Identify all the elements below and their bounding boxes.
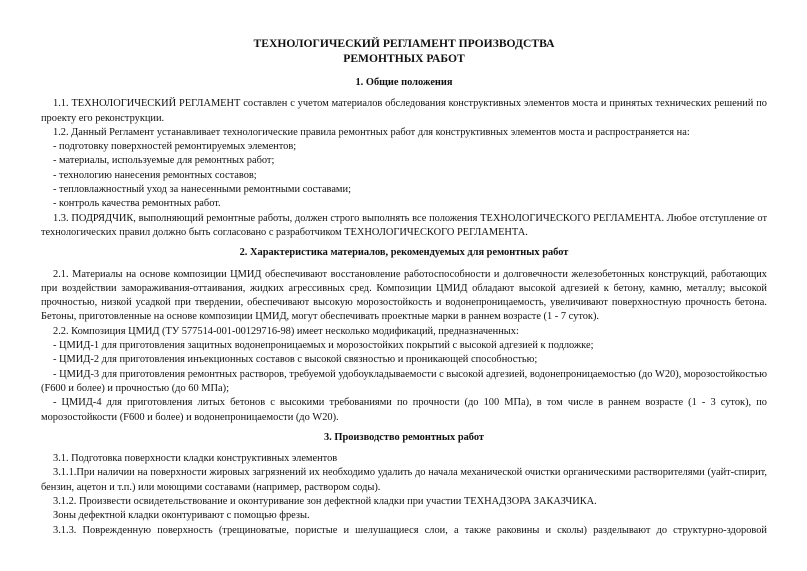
paragraph-1-2: 1.2. Данный Регламент устанавливает технологические правила ремонтных работ для конструктивных элементов моста и распространяется на:	[53, 126, 690, 138]
list-item: - ЦМИД-3 для приготовления ремонтных растворов, требуемой удобоукладываемости с высокой адгезией, водонепроницаемостью (до W20), морозостойкостью (F600 и более) и прочностью (до 60 МПа);	[41, 368, 767, 394]
paragraph-2-1: 2.1. Материалы на основе композиции ЦМИД обеспечивают восстановление работоспособности и долговечности железобетонных конструкций, работающих при воздействии замораживания-оттаивания, жидких агрессивных сред. Композиции ЦМИД обладают высокой адгезией к бетону, камню, металлу; высокой прочностью, низкой усадкой при твердении, обеспечивают высокую морозостойкость и водонепроницаемость, увеличивают поверхностную прочность бетона. Бетоны, приготовленные на основе композиции ЦМИД, могут обеспечивать проектные марки в раннем возрасте (1 - 7 суток).	[41, 268, 767, 323]
paragraph-3-1-1: 3.1.1.При наличии на поверхности жировых загрязнений их необходимо удалить до начала механической очистки органическими растворителями (уайт-спирит, бензин, ацетон и т.п.) или моющими составами (например, раствором соды).	[41, 467, 767, 493]
paragraph-2-2: 2.2. Композиция ЦМИД (ТУ 577514-001-00129716-98) имеет несколько модификаций, предназначенных:	[53, 325, 519, 337]
list-item: - технологию нанесения ремонтных составов;	[53, 169, 257, 181]
paragraph-1-1: 1.1. ТЕХНОЛОГИЧЕСКИЙ РЕГЛАМЕНТ составлен с учетом материалов обследования конструктивных элементов моста и принятых технических решений по проекту его реконструкции.	[41, 98, 767, 124]
list-item: - ЦМИД-2 для приготовления инъекционных составов с высокой связностью и проникающей способностью;	[53, 354, 538, 366]
paragraph-3-1: 3.1. Подготовка поверхности кладки конструктивных элементов	[53, 453, 338, 465]
paragraph-3-1-2: 3.1.2. Произвести освидетельствование и оконтуривание зон дефектной кладки при участии ТЕХНАДЗОРА ЗАКАЗЧИКА.	[53, 496, 597, 508]
paragraph-3-1-3: 3.1.3. Поврежденную поверхность (трещиноватые, пористые и шелушащиеся слои, а также раковины и сколы) разделывают до структурно-здоровой	[53, 524, 767, 536]
section-3-heading: 3. Производство ремонтных работ	[323, 431, 485, 443]
document-title-line2: РЕМОНТНЫХ РАБОТ	[343, 52, 465, 65]
paragraph-3-1-2-note: Зоны дефектной кладки оконтуривают с помощью фрезы.	[53, 510, 310, 522]
list-item: - подготовку поверхностей ремонтируемых элементов;	[53, 141, 297, 153]
list-item: - тепловлажностный уход за нанесенными ремонтными составами;	[53, 184, 351, 196]
document-page	[41, 36, 767, 552]
paragraph-1-3: 1.3. ПОДРЯДЧИК, выполняющий ремонтные работы, должен строго выполнять все положения ТЕХНОЛОГИЧЕСКОГО РЕГЛАМЕНТА. Любое отступление от технологических правил должно быть согласовано с разработчиком ТЕХНОЛОГИЧЕСКОГО РЕГЛАМЕНТА.	[41, 212, 767, 238]
list-item: - материалы, используемые для ремонтных работ;	[53, 155, 275, 167]
document-title-line1: ТЕХНОЛОГИЧЕСКИЙ РЕГЛАМЕНТ ПРОИЗВОДСТВА	[253, 37, 555, 50]
section-1-heading: 1. Общие положения	[355, 77, 453, 88]
list-item: - контроль качества ремонтных работ.	[53, 198, 221, 210]
section-2-heading: 2. Характеристика материалов, рекомендуемых для ремонтных работ	[239, 247, 569, 259]
list-item: - ЦМИД-1 для приготовления защитных водонепроницаемых и морозостойких покрытий с высокой адгезией к подложке;	[53, 340, 594, 352]
list-item: - ЦМИД-4 для приготовления литых бетонов с высокими требованиями по прочности (до 100 МПа), в том числе в раннем возрасте (1 - 3 суток), по морозостойкости (F600 и более) и водонепроницаемости (до W20).	[41, 397, 767, 423]
